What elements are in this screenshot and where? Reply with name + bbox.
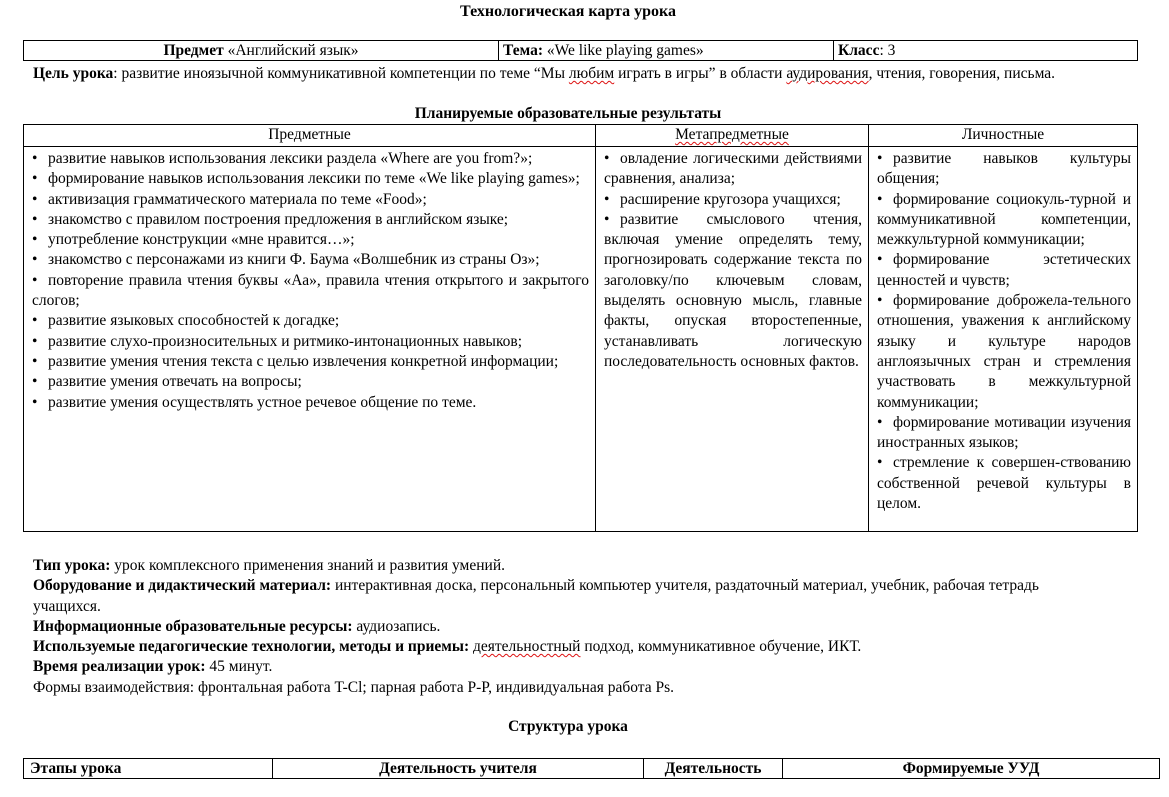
bullet-icon: • [32, 231, 38, 249]
bullet-icon: • [877, 292, 883, 310]
list-item-text: формирование навыков использования лексики по теме «We like playing games»; [48, 170, 580, 188]
subject-results-list [32, 149, 589, 413]
list-item-text: развитие навыков использования лексики раздела «Where are you from?»; [48, 150, 533, 167]
subject-results-cell [24, 147, 596, 532]
col-header-uud: Формируемые УУД [783, 759, 1160, 779]
subject-result-item [32, 169, 589, 189]
personal-results-cell [869, 147, 1138, 532]
list-item-text: формирование эстетических ценностей и чувств; [877, 251, 1131, 289]
list-item-text: знакомство с персонажами из книги Ф. Баума «Волшебник из страны Оз»; [48, 251, 540, 269]
lesson-info [33, 556, 1093, 698]
list-item-text: расширение кругозора учащихся; [620, 190, 841, 208]
subject-result-item [32, 149, 589, 169]
bullet-icon: • [32, 373, 38, 391]
col-header-personal: Личностные [869, 125, 1138, 147]
personal-result-item [877, 190, 1131, 251]
subject-result-item [32, 210, 589, 230]
list-item-text: формирование социокуль-турной и коммуникативной компетенции, межкультурной коммуникации; [877, 190, 1131, 249]
bullet-icon: • [877, 150, 883, 167]
subject-result-item [32, 311, 589, 331]
results-title: Планируемые образовательные результаты [414, 105, 722, 122]
time-label: Время реализации урок: [33, 658, 206, 676]
bullet-icon: • [32, 271, 38, 289]
col-header-activity: Деятельность [644, 759, 783, 779]
list-item-text: развитие умения чтения текста с целью извлечения конкретной информации; [48, 352, 559, 370]
list-item-text: употребление конструкции «мне нравится…»; [48, 231, 355, 249]
technologies-value: подход, коммуникативное обучение, ИКТ. [580, 638, 862, 656]
subject-result-item [32, 190, 589, 210]
list-item-text: знакомство с правилом построения предложения в английском языке; [48, 210, 509, 228]
bullet-icon: • [877, 413, 883, 431]
interaction-forms-line: Формы взаимодействия: фронтальная работа T-Cl; парная работа P-P, индивидуальная работа Ps. [33, 678, 675, 696]
time-line [33, 657, 1093, 677]
equipment-value: интерактивная доска, персональный компьютер учителя, раздаточный материал, учебник, рабочая тетрадь учащихся. [33, 577, 1039, 615]
results-table [23, 124, 1138, 532]
bullet-icon: • [604, 150, 610, 167]
subject-result-item [32, 250, 589, 270]
col-header-meta-label: Метапредметные [675, 126, 789, 143]
equipment-label: Оборудование и дидактический материал: [33, 577, 332, 595]
list-item-text: повторение правила чтения буквы «Аа», правила чтения открытого и закрытого слогов; [32, 271, 589, 310]
meta-result-item [604, 210, 862, 372]
meta-result-item [604, 190, 862, 210]
meta-result-item [604, 149, 862, 190]
grade-label: Класс [838, 42, 880, 59]
document-title: Технологическая карта урока [460, 3, 676, 20]
structure-title: Структура урока [508, 718, 628, 735]
subject-result-item [32, 393, 589, 413]
list-item-text: развитие смыслового чтения, включая умение определять тему, прогнозировать содержание текста по заголовку/по ключевым словам, выделять основную мысль, главные факты, опуская второстепенные, устанавливать логическую последовательность основных фактов. [604, 210, 862, 370]
list-item-text: развитие слухо-произносительных и ритмико-интонационных навыков; [48, 332, 523, 350]
bullet-icon: • [877, 251, 883, 269]
meta-results-cell [596, 147, 869, 532]
bullet-icon: • [32, 150, 38, 167]
technologies-label: Используемые педагогические технологии, методы и приемы: [33, 638, 470, 656]
list-item-text: развитие навыков культуры общения; [877, 150, 1131, 188]
bullet-icon: • [32, 190, 38, 208]
goal-text: : развитие иноязычной коммуникативной компетенции по теме “Мы [113, 65, 569, 82]
list-item-text: стремление к совершен-ствованию собственной речевой культуры в целом. [877, 454, 1131, 513]
col-header-subject: Предметные [24, 125, 596, 147]
goal-label: Цель урока [33, 65, 114, 82]
meta-results-list [604, 149, 862, 372]
list-item-text: формирование доброжела-тельного отношения, уважения к английскому языку и культуре народов англоязычных стран и стремления участвовать в межкультурной коммуникации; [877, 292, 1131, 411]
grade-value: : 3 [879, 42, 896, 59]
bullet-icon: • [32, 251, 38, 269]
goal-text: играть в игры” в области [614, 65, 787, 82]
col-header-meta [596, 125, 869, 147]
lesson-type-value: урок комплексного применения знаний и развития умений. [110, 557, 505, 574]
lesson-goal [33, 64, 1123, 84]
bullet-icon: • [604, 190, 610, 208]
subject-cell [24, 41, 499, 61]
subject-value: «Английский язык» [223, 42, 359, 59]
lesson-header-table [23, 40, 1138, 61]
subject-result-item [32, 271, 589, 312]
list-item-text: овладение логическими действиями сравнения, анализа; [604, 150, 862, 188]
bullet-icon: • [604, 210, 610, 228]
topic-value: «We like playing games» [543, 42, 704, 59]
list-item-text: развитие языковых способностей к догадке; [48, 312, 340, 330]
structure-table [23, 758, 1160, 779]
personal-result-item [877, 291, 1131, 413]
subject-label: Предмет [163, 42, 224, 59]
bullet-icon: • [32, 332, 38, 350]
technologies-value: деятельностный [473, 638, 581, 656]
grade-cell [834, 41, 1138, 61]
goal-text: любим [568, 65, 615, 82]
personal-result-item [877, 413, 1131, 454]
lesson-type-label: Тип урока: [33, 557, 111, 574]
list-item-text: развитие умения отвечать на вопросы; [48, 373, 302, 391]
topic-cell [499, 41, 834, 61]
subject-result-item [32, 372, 589, 392]
bullet-icon: • [32, 393, 38, 411]
list-item-text: активизация грамматического материала по теме «Food»; [48, 190, 427, 208]
col-header-stages: Этапы урока [24, 759, 273, 779]
lesson-type-line [33, 556, 1093, 576]
col-header-teacher-activity: Деятельность учителя [273, 759, 644, 779]
subject-result-item [32, 352, 589, 372]
personal-result-item [877, 149, 1131, 190]
resources-line [33, 617, 1093, 637]
subject-result-item [32, 230, 589, 250]
goal-text: , чтения, говорения, письма. [868, 65, 1056, 82]
bullet-icon: • [32, 210, 38, 228]
personal-results-list [877, 149, 1131, 514]
equipment-line [33, 576, 1093, 617]
personal-result-item [877, 453, 1131, 514]
resources-value: аудиозапись. [352, 617, 441, 635]
bullet-icon: • [877, 190, 883, 208]
technologies-line [33, 637, 1093, 657]
list-item-text: формирование мотивации изучения иностранных языков; [877, 413, 1131, 452]
bullet-icon: • [32, 352, 38, 370]
bullet-icon: • [32, 170, 38, 188]
goal-text: аудирования [786, 65, 869, 82]
bullet-icon: • [877, 454, 883, 472]
personal-result-item [877, 250, 1131, 291]
time-value: 45 минут. [205, 658, 273, 676]
subject-result-item [32, 332, 589, 352]
resources-label: Информационные образовательные ресурсы: [33, 617, 353, 635]
topic-label: Тема: [503, 42, 543, 59]
list-item-text: развитие умения осуществлять устное речевое общение по теме. [48, 393, 477, 411]
bullet-icon: • [32, 312, 38, 330]
